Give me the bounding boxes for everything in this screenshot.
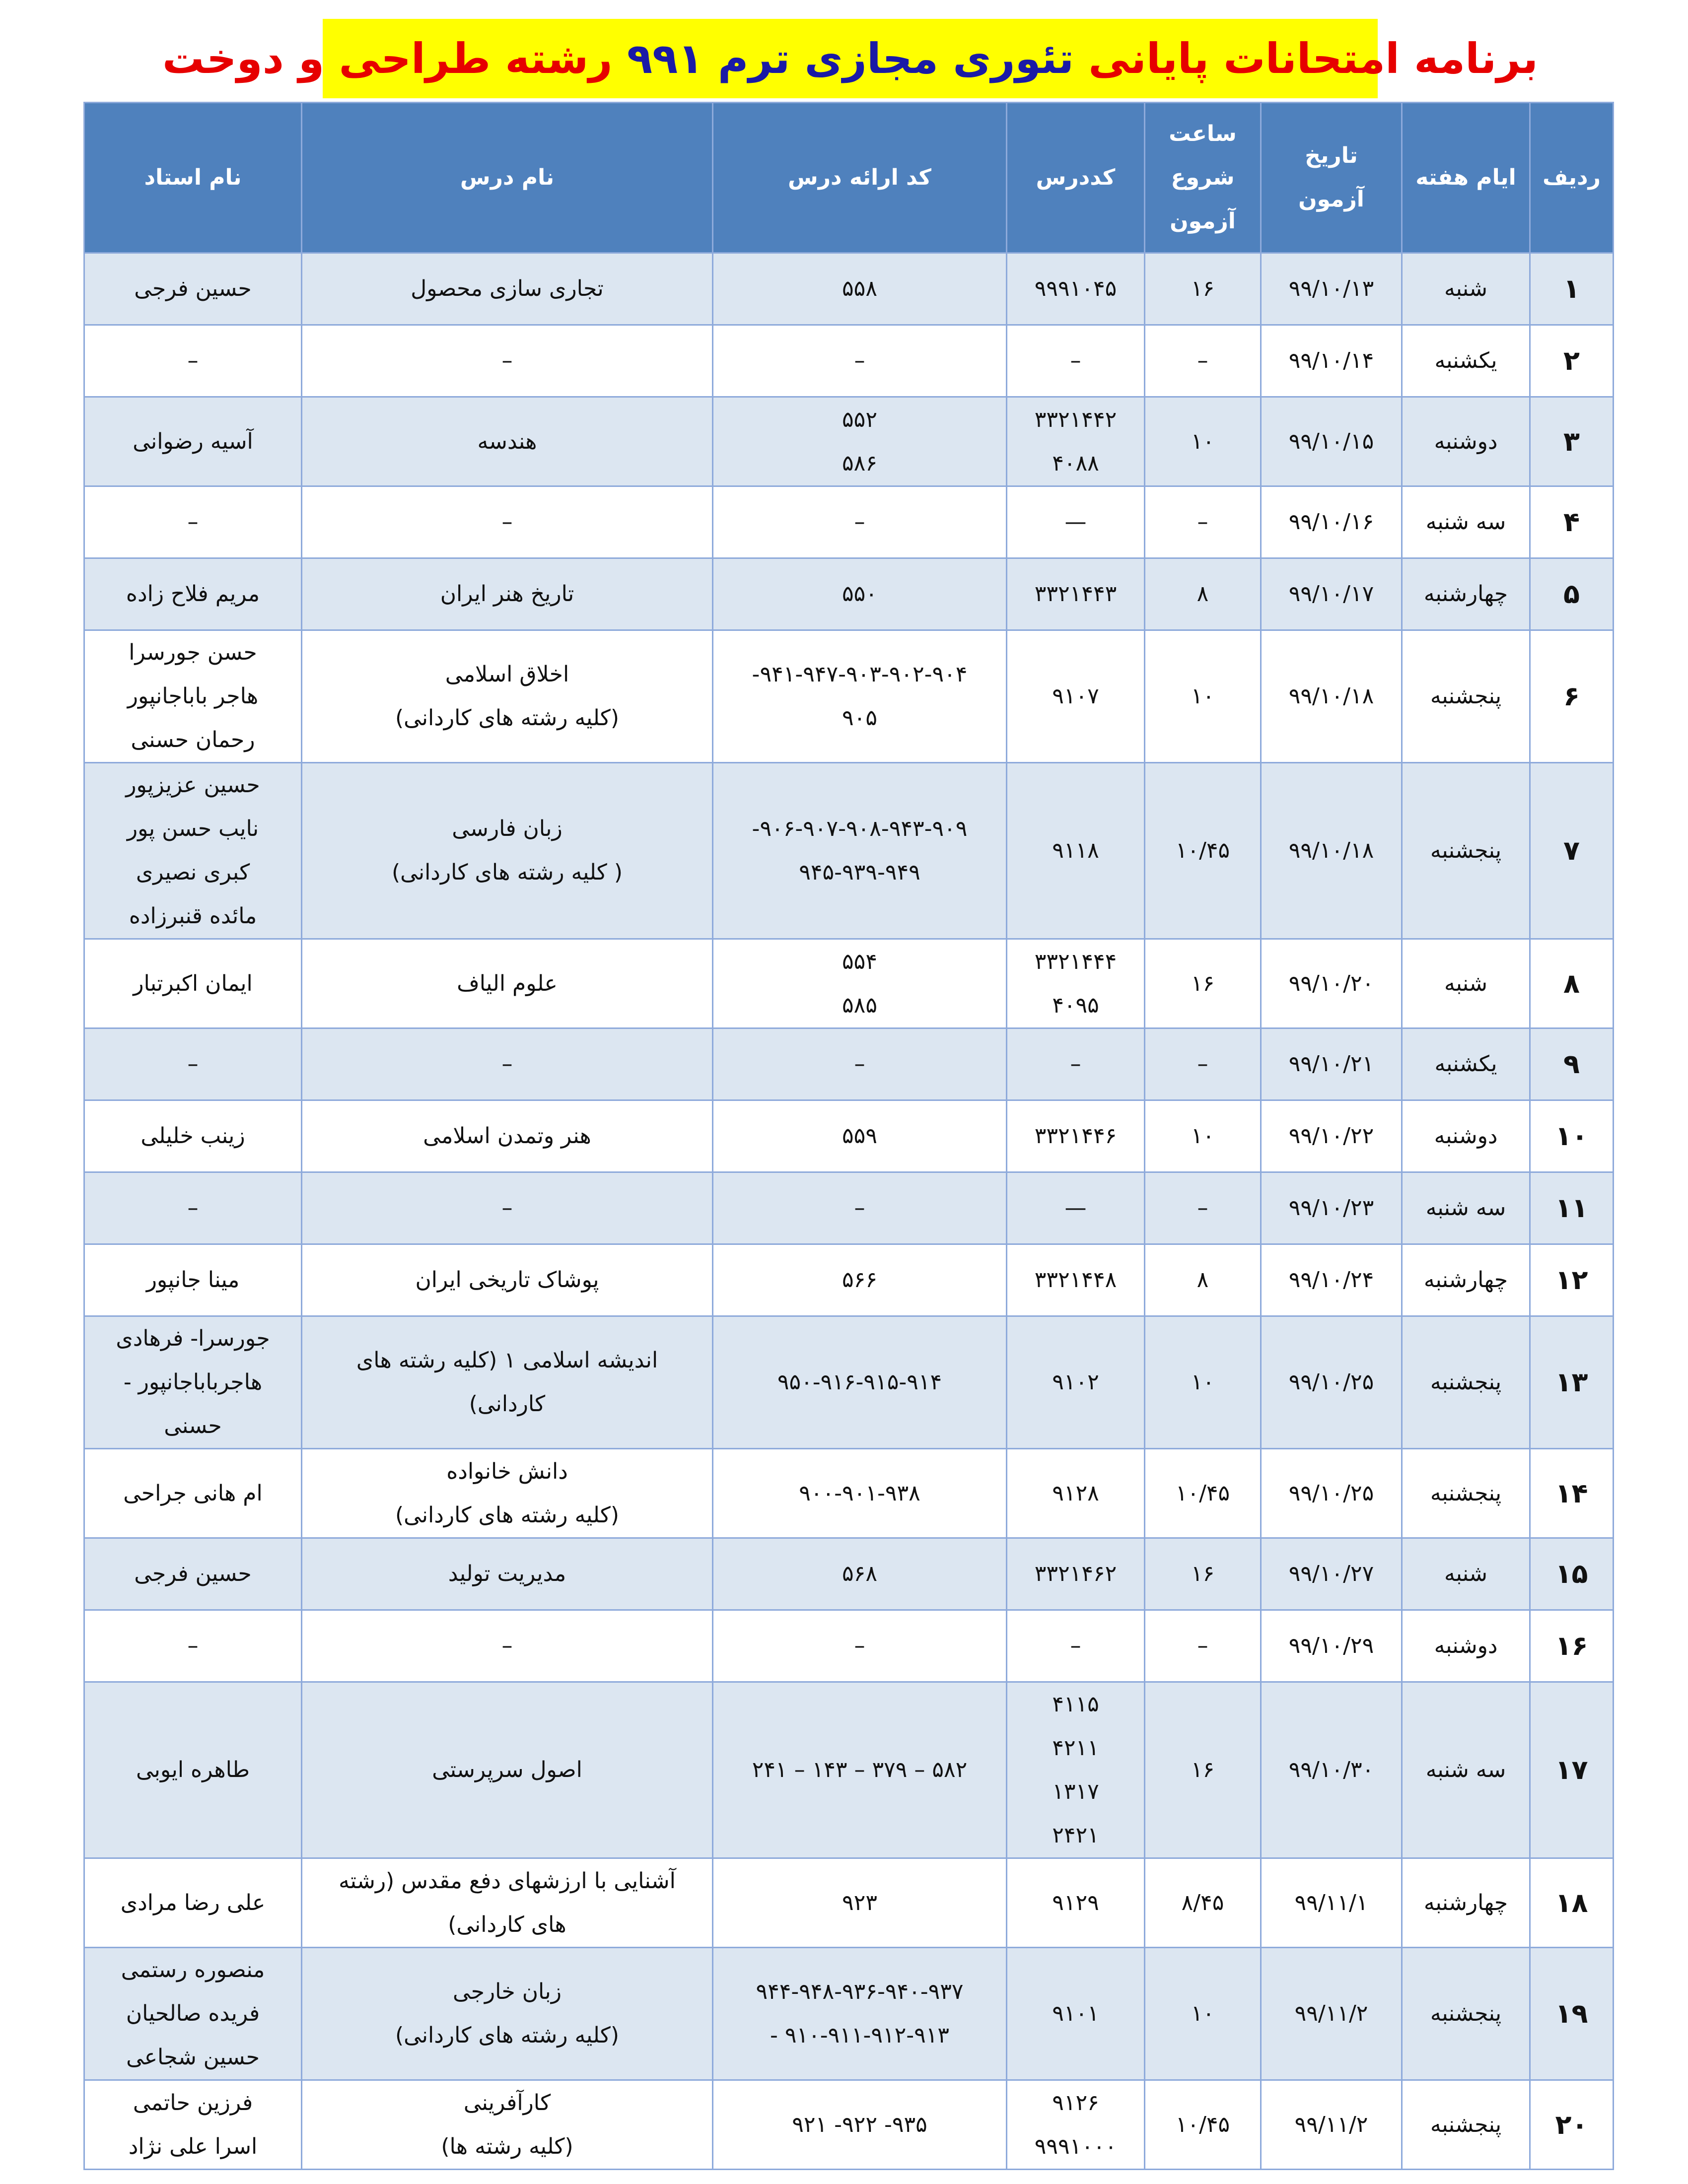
table-row (84, 1316, 1614, 1449)
cell-date: ۹۹/۱۰/۲۴ (1261, 1244, 1402, 1316)
cell-day: دوشنبه (1402, 1100, 1530, 1172)
title-part-1: برنامه امتحانات پایانی (1074, 34, 1538, 83)
cell-date: ۹۹/۱۰/۱۶ (1261, 486, 1402, 558)
cell-offer-code: ۵۸۲ – ۳۷۹ – ۱۴۳ – ۲۴۱ (713, 1682, 1007, 1858)
title-part-2: تئوری مجازی ترم ۹۹۱ (612, 34, 1074, 83)
cell-date: ۹۹/۱۰/۲۹ (1261, 1610, 1402, 1682)
cell-date: ۹۹/۱۰/۲۷ (1261, 1538, 1402, 1610)
header-offer-code: کد ارائه درس (713, 103, 1007, 253)
table-row (84, 1244, 1614, 1316)
table-row (84, 1610, 1614, 1682)
cell-row-number: ۳ (1530, 397, 1614, 486)
cell-start-time: ۱۰ (1145, 1948, 1261, 2080)
cell-row-number: ۱۷ (1530, 1682, 1614, 1858)
cell-course-code: – (1007, 1610, 1145, 1682)
cell-course-name: اصول سرپرستی (302, 1682, 713, 1858)
cell-offer-code: ۹۵۰-۹۱۶-۹۱۵-۹۱۴ (713, 1316, 1007, 1449)
cell-offer-code: ۵۶۶ (713, 1244, 1007, 1316)
cell-course-name: تجاری سازی محصول (302, 253, 713, 325)
cell-row-number: ۱۹ (1530, 1948, 1614, 2080)
table-body (84, 253, 1614, 2170)
cell-offer-code: ۹۴۱-۹۴۷-۹۰۳-۹۰۲-۹۰۴- ۹۰۵ (713, 630, 1007, 763)
cell-row-number: ۱۴ (1530, 1449, 1614, 1538)
cell-row-number: ۲ (1530, 325, 1614, 397)
cell-start-time: ۸ (1145, 1244, 1261, 1316)
cell-start-time: ۱۰ (1145, 630, 1261, 763)
cell-offer-code: ۵۵۸ (713, 253, 1007, 325)
cell-course-code: ۴۱۱۵ ۴۲۱۱ ۱۳۱۷ ۲۴۲۱ (1007, 1682, 1145, 1858)
header-teacher: نام استاد (84, 103, 302, 253)
cell-offer-code: ۹۲۳ (713, 1858, 1007, 1948)
header-time: ساعت شروع آزمون (1145, 103, 1261, 253)
page-title (162, 34, 1538, 83)
cell-day: شنبه (1402, 1538, 1530, 1610)
cell-offer-code: – (713, 1028, 1007, 1100)
table-row (84, 558, 1614, 630)
cell-teacher: مریم فلاح زاده (84, 558, 302, 630)
cell-row-number: ۱۵ (1530, 1538, 1614, 1610)
table-row (84, 939, 1614, 1028)
cell-offer-code: – (713, 486, 1007, 558)
cell-day: پنجشنبه (1402, 763, 1530, 939)
table-row (84, 1948, 1614, 2080)
cell-teacher: جورسرا- فرهادی هاجرباباجانپور - حسنی (84, 1316, 302, 1449)
cell-start-time: ۸ (1145, 558, 1261, 630)
cell-date: ۹۹/۱۰/۲۲ (1261, 1100, 1402, 1172)
table-row (84, 630, 1614, 763)
cell-row-number: ۷ (1530, 763, 1614, 939)
cell-date: ۹۹/۱۰/۲۱ (1261, 1028, 1402, 1100)
cell-date: ۹۹/۱۰/۱۸ (1261, 763, 1402, 939)
cell-teacher: حسن جورسرا هاجر باباجانپور رحمان حسنی (84, 630, 302, 763)
table-row (84, 1172, 1614, 1244)
cell-teacher: منصوره رستمی فریده صالحیان حسین شجاعی (84, 1948, 302, 2080)
cell-offer-code: ۵۵۰ (713, 558, 1007, 630)
cell-start-time: ۱۶ (1145, 1682, 1261, 1858)
title-part-3: رشته طراحی و دوخت (162, 34, 613, 83)
cell-row-number: ۴ (1530, 486, 1614, 558)
exam-schedule-table (83, 102, 1614, 2170)
cell-offer-code: ۹۴۴-۹۴۸-۹۳۶-۹۴۰-۹۳۷ ۹۱۰-۹۱۱-۹۱۲-۹۱۳ - (713, 1948, 1007, 2080)
cell-teacher: – (84, 325, 302, 397)
cell-course-code: ۳۳۲۱۴۶۲ (1007, 1538, 1145, 1610)
cell-teacher: زینب خلیلی (84, 1100, 302, 1172)
cell-date: ۹۹/۱۰/۲۵ (1261, 1316, 1402, 1449)
cell-offer-code: ۵۵۴ ۵۸۵ (713, 939, 1007, 1028)
cell-offer-code: ۹۰۰-۹۰۱-۹۳۸ (713, 1449, 1007, 1538)
cell-date: ۹۹/۱۰/۱۸ (1261, 630, 1402, 763)
cell-date: ۹۹/۱۰/۲۳ (1261, 1172, 1402, 1244)
cell-course-name: اندیشه اسلامی ۱ (کلیه رشته های کاردانی) (302, 1316, 713, 1449)
cell-start-time: – (1145, 486, 1261, 558)
cell-start-time: ۱۰/۴۵ (1145, 763, 1261, 939)
cell-row-number: ۱۶ (1530, 1610, 1614, 1682)
cell-date: ۹۹/۱۰/۱۴ (1261, 325, 1402, 397)
table-row (84, 2080, 1614, 2170)
cell-course-code: ۹۱۲۸ (1007, 1449, 1145, 1538)
table-row (84, 253, 1614, 325)
cell-day: چهارشنبه (1402, 558, 1530, 630)
cell-date: ۹۹/۱۰/۲۰ (1261, 939, 1402, 1028)
cell-offer-code: ۹۳۵- ۹۲۲- ۹۲۱ (713, 2080, 1007, 2170)
cell-course-name: تاریخ هنر ایران (302, 558, 713, 630)
cell-course-name: مدیریت تولید (302, 1538, 713, 1610)
cell-day: یکشنبه (1402, 325, 1530, 397)
cell-date: ۹۹/۱۱/۲ (1261, 1948, 1402, 2080)
cell-course-name: – (302, 1172, 713, 1244)
cell-course-name: علوم الیاف (302, 939, 713, 1028)
cell-course-code: – (1007, 1028, 1145, 1100)
cell-course-name: هنر وتمدن اسلامی (302, 1100, 713, 1172)
cell-start-time: ۱۶ (1145, 1538, 1261, 1610)
cell-row-number: ۶ (1530, 630, 1614, 763)
header-course-name: نام درس (302, 103, 713, 253)
cell-date: ۹۹/۱۰/۱۳ (1261, 253, 1402, 325)
cell-date: ۹۹/۱۰/۳۰ (1261, 1682, 1402, 1858)
cell-teacher: حسین فرجی (84, 1538, 302, 1610)
cell-course-code: ۳۳۲۱۴۴۲ ۴۰۸۸ (1007, 397, 1145, 486)
table-row (84, 397, 1614, 486)
cell-day: پنجشنبه (1402, 1316, 1530, 1449)
cell-day: یکشنبه (1402, 1028, 1530, 1100)
cell-day: شنبه (1402, 253, 1530, 325)
cell-course-code: ۹۱۲۶ ۹۹۹۱۰۰۰ (1007, 2080, 1145, 2170)
header-date: تاریخ آزمون (1261, 103, 1402, 253)
cell-teacher: – (84, 486, 302, 558)
cell-day: شنبه (1402, 939, 1530, 1028)
header-day: ایام هفته (1402, 103, 1530, 253)
cell-course-code: – (1007, 325, 1145, 397)
table-row (84, 325, 1614, 397)
cell-start-time: – (1145, 1610, 1261, 1682)
cell-teacher: علی رضا مرادی (84, 1858, 302, 1948)
cell-offer-code: ۵۵۹ (713, 1100, 1007, 1172)
cell-start-time: ۱۰/۴۵ (1145, 1449, 1261, 1538)
cell-course-name: دانش خانواده (کلیه رشته های کاردانی) (302, 1449, 713, 1538)
cell-start-time: – (1145, 1028, 1261, 1100)
cell-course-code: ۹۱۰۱ (1007, 1948, 1145, 2080)
cell-day: سه شنبه (1402, 486, 1530, 558)
header-row-number: ردیف (1530, 103, 1614, 253)
cell-teacher: – (84, 1610, 302, 1682)
cell-teacher: – (84, 1028, 302, 1100)
cell-offer-code: – (713, 325, 1007, 397)
cell-row-number: ۸ (1530, 939, 1614, 1028)
title-banner (162, 19, 1538, 98)
cell-course-name: کارآفرینی (کلیه رشته ها) (302, 2080, 713, 2170)
cell-course-code: — (1007, 486, 1145, 558)
cell-teacher: ام هانی جراحی (84, 1449, 302, 1538)
cell-day: چهارشنبه (1402, 1858, 1530, 1948)
cell-course-code: ۹۱۲۹ (1007, 1858, 1145, 1948)
cell-day: پنجشنبه (1402, 1948, 1530, 2080)
table-row (84, 1028, 1614, 1100)
header-row (84, 103, 1614, 253)
cell-teacher: – (84, 1172, 302, 1244)
cell-offer-code: ۹۰۶-۹۰۷-۹۰۸-۹۴۳-۹۰۹- ۹۴۵-۹۳۹-۹۴۹ (713, 763, 1007, 939)
cell-date: ۹۹/۱۱/۲ (1261, 2080, 1402, 2170)
header-course-code: کددرس (1007, 103, 1145, 253)
cell-row-number: ۹ (1530, 1028, 1614, 1100)
cell-teacher: طاهره ایوبی (84, 1682, 302, 1858)
cell-offer-code: ۵۵۲ ۵۸۶ (713, 397, 1007, 486)
cell-start-time: – (1145, 1172, 1261, 1244)
table-row (84, 763, 1614, 939)
cell-course-name: – (302, 486, 713, 558)
cell-row-number: ۱ (1530, 253, 1614, 325)
cell-start-time: ۱۰ (1145, 1316, 1261, 1449)
cell-course-code: — (1007, 1172, 1145, 1244)
table-row (84, 1449, 1614, 1538)
cell-row-number: ۱۱ (1530, 1172, 1614, 1244)
cell-row-number: ۱۰ (1530, 1100, 1614, 1172)
cell-teacher: حسین عزیزپور نایب حسن پور کبری نصیری مائده قنبرزاده (84, 763, 302, 939)
cell-day: پنجشنبه (1402, 630, 1530, 763)
cell-day: سه شنبه (1402, 1172, 1530, 1244)
cell-course-name: – (302, 325, 713, 397)
table-row (84, 486, 1614, 558)
cell-course-name: زبان فارسی ( کلیه رشته های کاردانی) (302, 763, 713, 939)
cell-course-name: هندسه (302, 397, 713, 486)
cell-start-time: ۸/۴۵ (1145, 1858, 1261, 1948)
cell-row-number: ۲۰ (1530, 2080, 1614, 2170)
cell-teacher: حسین فرجی (84, 253, 302, 325)
cell-course-name: – (302, 1610, 713, 1682)
cell-date: ۹۹/۱۱/۱ (1261, 1858, 1402, 1948)
cell-course-code: ۳۳۲۱۴۴۶ (1007, 1100, 1145, 1172)
cell-course-code: ۳۳۲۱۴۴۸ (1007, 1244, 1145, 1316)
cell-course-name: زبان خارجی (کلیه رشته های کاردانی) (302, 1948, 713, 2080)
cell-start-time: ۱۰/۴۵ (1145, 2080, 1261, 2170)
cell-teacher: آسیه رضوانی (84, 397, 302, 486)
table-row (84, 1858, 1614, 1948)
cell-row-number: ۵ (1530, 558, 1614, 630)
cell-start-time: ۱۰ (1145, 1100, 1261, 1172)
cell-offer-code: – (713, 1172, 1007, 1244)
table-row (84, 1100, 1614, 1172)
cell-start-time: – (1145, 325, 1261, 397)
table-row (84, 1538, 1614, 1610)
cell-course-code: ۹۱۰۲ (1007, 1316, 1145, 1449)
cell-offer-code: – (713, 1610, 1007, 1682)
cell-course-code: ۹۹۹۱۰۴۵ (1007, 253, 1145, 325)
cell-row-number: ۱۲ (1530, 1244, 1614, 1316)
cell-day: دوشنبه (1402, 397, 1530, 486)
cell-teacher: فرزین حاتمی اسرا علی نژاد (84, 2080, 302, 2170)
cell-day: چهارشنبه (1402, 1244, 1530, 1316)
cell-start-time: ۱۶ (1145, 253, 1261, 325)
cell-row-number: ۱۸ (1530, 1858, 1614, 1948)
cell-offer-code: ۵۶۸ (713, 1538, 1007, 1610)
cell-teacher: مینا جانپور (84, 1244, 302, 1316)
cell-course-name: اخلاق اسلامی (کلیه رشته های کاردانی) (302, 630, 713, 763)
cell-course-name: پوشاک تاریخی ایران (302, 1244, 713, 1316)
cell-start-time: ۱۶ (1145, 939, 1261, 1028)
cell-date: ۹۹/۱۰/۱۵ (1261, 397, 1402, 486)
cell-start-time: ۱۰ (1145, 397, 1261, 486)
cell-date: ۹۹/۱۰/۱۷ (1261, 558, 1402, 630)
cell-teacher: ایمان اکبرتبار (84, 939, 302, 1028)
cell-day: سه شنبه (1402, 1682, 1530, 1858)
cell-day: پنجشنبه (1402, 2080, 1530, 2170)
cell-course-name: آشنایی با ارزشهای دفع مقدس (رشته های کاردانی) (302, 1858, 713, 1948)
table-row (84, 1682, 1614, 1858)
cell-course-code: ۹۱۰۷ (1007, 630, 1145, 763)
cell-course-code: ۳۳۲۱۴۴۳ (1007, 558, 1145, 630)
cell-day: دوشنبه (1402, 1610, 1530, 1682)
cell-course-name: – (302, 1028, 713, 1100)
cell-day: پنجشنبه (1402, 1449, 1530, 1538)
cell-course-code: ۹۱۱۸ (1007, 763, 1145, 939)
cell-course-code: ۳۳۲۱۴۴۴ ۴۰۹۵ (1007, 939, 1145, 1028)
cell-date: ۹۹/۱۰/۲۵ (1261, 1449, 1402, 1538)
cell-row-number: ۱۳ (1530, 1316, 1614, 1449)
